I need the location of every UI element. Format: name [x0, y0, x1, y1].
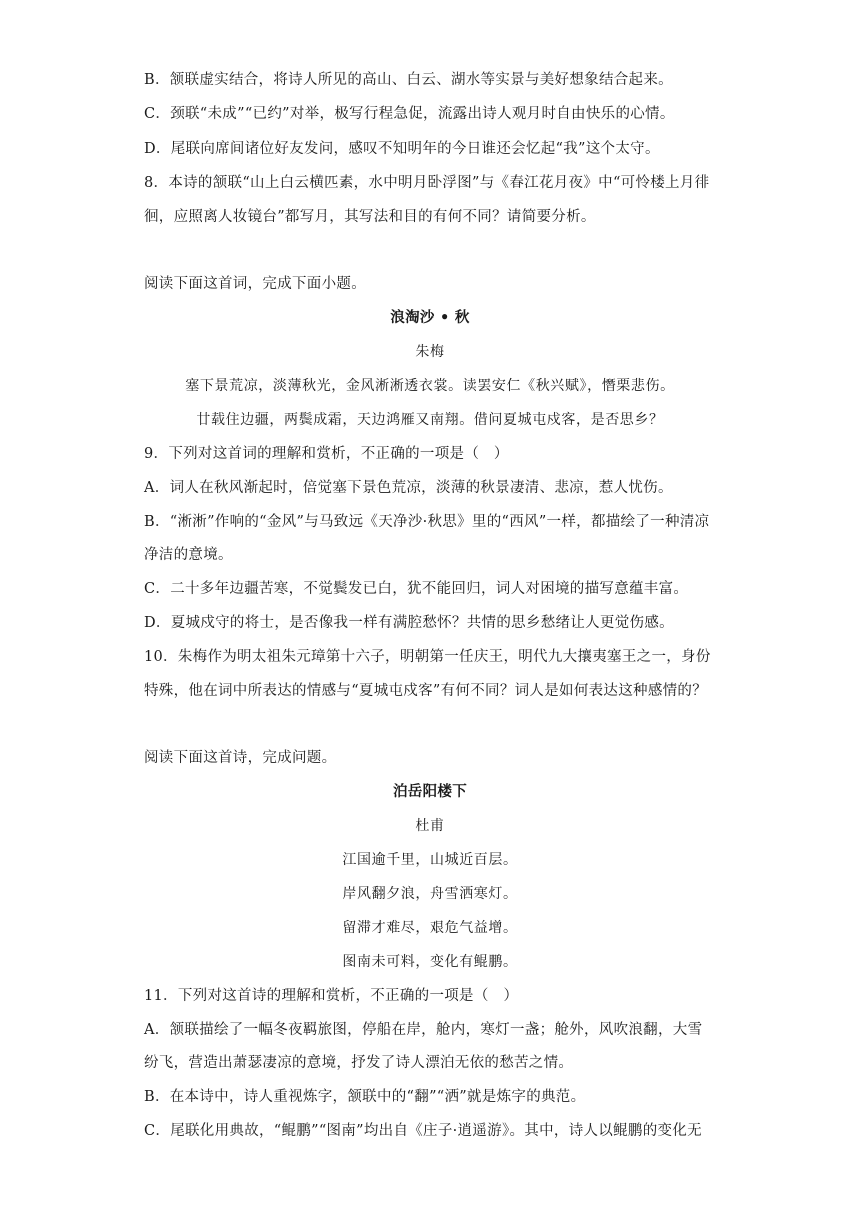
poem-author-zhumei: 朱梅: [415, 344, 445, 360]
reading-instruction-shi: 阅读下面这首诗，完成问题。: [144, 750, 337, 766]
option-9d: D．夏城戍守的将士，是否像我一样有满腔愁怀？共情的思乡愁绪让人更觉伤感。: [144, 615, 674, 631]
poem-author-dufu: 杜甫: [415, 818, 445, 834]
option-11a-line-2: 纷飞，营造出萧瑟凄凉的意境，抒发了诗人漂泊无依的愁苦之情。: [144, 1055, 574, 1071]
question-10-line-2: 特殊，他在词中所表达的情感与“夏城屯戍客”有何不同？词人是如何表达这种感情的？: [144, 683, 708, 699]
question-9: 9．下列对这首词的理解和赏析，不正确的一项是（ ）: [144, 446, 509, 462]
option-11c: C．尾联化用典故，“鲲鹏”“图南”均出自《庄子·逍遥游》。其中，诗人以鲲鹏的变化无: [144, 1123, 702, 1139]
poem-line-3: 留滞才难尽，艰危气益增。: [342, 920, 518, 936]
option-9a: A．词人在秋风渐起时，倍觉塞下景色荒凉，淡薄的秋景凄清、悲凉，惹人忧伤。: [144, 480, 673, 496]
option-7d: D．尾联向席间诸位好友发问，感叹不知明年的今日谁还会忆起“我”这个太守。: [144, 141, 660, 157]
option-11a-line-1: A．颔联描绘了一幅冬夜羁旅图，停船在岸，舱内，寒灯一盏；舱外，风吹浪翻，大雪: [144, 1022, 703, 1038]
poem-stanza-2: 廿载住边疆，两鬓成霜，天边鸿雁又南翔。借问夏城屯戍客，是否思乡？: [196, 412, 664, 428]
poem-stanza-1: 塞下景荒凉，淡薄秋光，金风淅淅透衣裳。读罢安仁《秋兴赋》，憯栗悲伤。: [185, 378, 675, 394]
poem-title-yueyanglou: 泊岳阳楼下: [393, 783, 467, 800]
question-8-line-1: 8．本诗的颔联“山上白云横匹素，水中明月卧浮图”与《春江花月夜》中“可怜楼上月徘: [144, 175, 710, 191]
reading-instruction-ci: 阅读下面这首词，完成下面小题。: [144, 276, 366, 292]
poem-line-4: 图南未可料，变化有鲲鹏。: [342, 954, 518, 970]
option-7b: B．颔联虚实结合，将诗人所见的高山、白云、湖水等实景与美好想象结合起来。: [144, 72, 673, 88]
question-11: 11．下列对这首诗的理解和赏析，不正确的一项是（ ）: [144, 988, 519, 1004]
option-7c: C．颈联“未成”“已约”对举，极写行程急促，流露出诗人观月时自由快乐的心情。: [144, 106, 675, 122]
poem-title-langtaosha: 浪淘沙 • 秋: [390, 309, 470, 326]
poem-line-1: 江国逾千里，山城近百层。: [342, 852, 518, 868]
option-9c: C．二十多年边疆苦寒，不觉鬓发已白，犹不能回归，词人对困境的描写意蕴丰富。: [144, 581, 689, 597]
poem-line-2: 岸风翻夕浪，舟雪洒寒灯。: [342, 886, 518, 902]
option-9b-line-1: B．“淅淅”作响的“金风”与马致远《天净沙·秋思》里的“西风”一样，都描绘了一种清凉: [144, 514, 710, 530]
question-10-line-1: 10．朱梅作为明太祖朱元璋第十六子，明朝第一任庆王，明代九大攘夷塞王之一，身份: [144, 649, 711, 665]
question-8-line-2: 徊，应照离人妆镜台”都写月，其写法和目的有何不同？请简要分析。: [144, 209, 596, 225]
option-9b-line-2: 净洁的意境。: [144, 547, 233, 563]
option-11b: B．在本诗中，诗人重视炼字，颔联中的“翻”“洒”就是炼字的典范。: [144, 1089, 586, 1105]
